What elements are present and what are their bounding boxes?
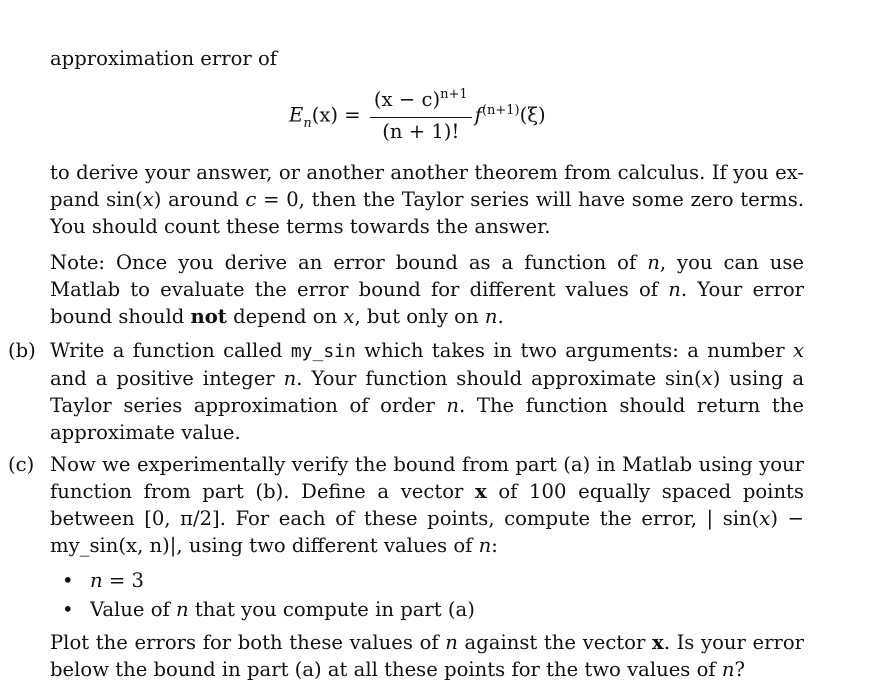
formula-lhs-var: E xyxy=(289,103,304,127)
formula-rhs-arg: (ξ) xyxy=(519,103,546,127)
part-b-text: Write a function called my_sin which takes in two arguments: a number x and a positive integer n. Your function should approximate sin(x) using a Taylor series approximation of order n. The function should return the approximate value. xyxy=(50,339,805,444)
bullet-icon: • xyxy=(62,598,74,621)
formula-lhs-arg: (x) = xyxy=(311,103,361,127)
derive-paragraph: to derive your answer, or another another theorem from calculus. If you ex-pand sin(x) around c = 0, then the Taylor series will have some zero terms. You should count these terms towards the answer. xyxy=(50,161,804,238)
part-b-label: (b) xyxy=(8,339,36,362)
closing-paragraph: Plot the errors for both these values of n against the vector x. Is your error below the bound in part (a) at all these points for the two values of n? xyxy=(50,631,805,681)
error-formula xyxy=(289,88,546,144)
formula-fraction xyxy=(370,88,472,144)
bullet-item-n3: n = 3 xyxy=(90,569,144,592)
formula-denominator: (n + 1)! xyxy=(382,120,460,143)
part-c-label: (c) xyxy=(8,453,35,476)
code-my-sin: my_sin xyxy=(290,341,356,362)
formula-rhs-exp: (n+1) xyxy=(481,102,520,118)
formula-lhs-sub: n xyxy=(303,115,312,131)
note-bold-not: not xyxy=(190,305,227,328)
intro-text: approximation error of xyxy=(50,47,278,70)
note-paragraph: Note: Once you derive an error bound as a function of n, you can use Matlab to evaluate the error bound for different values of n. Your error bound should not depend on x, but only on n. xyxy=(50,251,804,328)
formula-numerator: $(x - c)^{n+1}$ xyxy=(370,88,472,118)
bullet-item-computed-n: Value of n that you compute in part (a) xyxy=(90,598,475,621)
formula-rhs-fn: f xyxy=(474,103,482,127)
bullet-icon: • xyxy=(62,569,74,592)
intro-line xyxy=(50,45,277,72)
part-c-text: Now we experimentally verify the bound from part (a) in Matlab using your function from part (b). Define a vector x of 100 equally spaced points between [0, π/2]. For each of these points, compute the error, | sin(x) − my_sin(x, n)|, using two different values of n: xyxy=(50,453,805,557)
